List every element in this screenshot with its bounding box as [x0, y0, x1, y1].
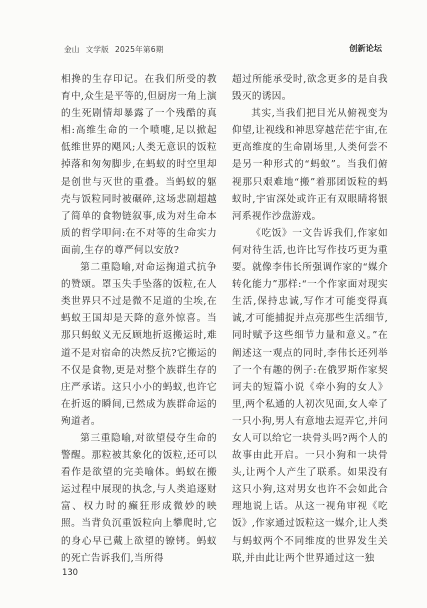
paragraph: 其实,当我们把目光从俯视变为仰望,让视线和神思穿越茫茫宇宙,在更高维度的生命剧场里,人类何尝不是另一种形式的“蚂蚁”。当我们俯视那只艰难地“搬”着那团饭粒的蚂蚁时,宇宙深处或许正有双眼睛将银河系视作沙盘游戏。	[232, 108, 388, 222]
paragraph: 《吃饭》一文告诉我们,作家如何对待生活,也许比写作技巧更为重要。就像李伟长所强调作家的“媒介转化能力”那样:“一个作家面对现实生活,保持忠诚,写作才可能变得真诚,才可能捕捉并点亮那些生活细节,同时赋予这些细节力量和意义。”在阐述这一观点的同时,李伟长还列举了一个有趣的例子:在俄罗斯作家契诃夫的短篇小说《牵小狗的女人》里,两个私通的人初次见面,女人牵了一只小狗,男人有意地去逗弄它,并问女人可以给它一块骨头吗?两个人的故事由此开启。一只小狗和一块骨头,让两个人产生了联系。如果没有这只小狗,这对男女也许不会如此合理地说上话。从这一视角审视《吃饭》,作家通过饭粒这一媒介,让人类与蚂蚁两个不同维度的世界发生关联,并由此让两个世界通过这一独	[232, 227, 388, 564]
running-header-left	[64, 44, 170, 55]
paragraph: 相搀的生存印记。在我们所受的教育中,众生是平等的,但厨房一角上演的生死剧情却暴露了一个残酷的真相:高维生命的一个喷嚏,足以掀起低维世界的飓风;人类无意识的饭粒掉落和匆匆脚步,在蚂蚁的时空里却是创世与灭世的重叠。当蚂蚁的躯壳与饭粒同时被碾碎,这场悲剧超越了简单的食物链叙事,成为对生命本质的哲学叩问:在不对等的生命实力面前,生存的尊严何以安放?	[61, 74, 217, 256]
page-number: 130	[62, 567, 78, 577]
left-column	[61, 71, 217, 567]
section-title: 创新论坛	[349, 43, 382, 53]
paragraph: 第三重隐喻,对欲望侵夺生命的警醒。那粒被其象化的饭粒,还可以看作是欲望的完美喻体。蚂蚁在搬运过程中展现的执念,与人类追逐财富、权力时的癫狂形成微妙的映照。当背负沉重饭粒向上攀爬时,它的身心早已戴上欲望的镣铐。蚂蚁的死亡告诉我们,当所得	[61, 432, 217, 564]
journal-issue: 2025年第6期	[114, 45, 164, 54]
paragraph: 超过所能承受时,欲念更多的是自我毁灭的诱因。	[232, 74, 388, 103]
paragraph: 第二重隐喻,对命运掬道式抗争的赞颂。罩玉失手坠落的饭粒,在人类世界只不过是微不足道的尘埃,在蚂蚁王国却是天降的意外惊喜。当那只蚂蚁义无反顾地折返搬运时,难道不是对宿命的决然反抗?它搬运的不仅是食物,更是对整个族群生存的庄严承诺。这只小小的蚂蚁,也许它在折返的瞬间,已然成为族群命运的殉道者。	[61, 262, 217, 427]
journal-edition: 文学版	[85, 45, 109, 54]
right-column	[232, 71, 388, 567]
journal-name: 金山	[64, 45, 80, 54]
